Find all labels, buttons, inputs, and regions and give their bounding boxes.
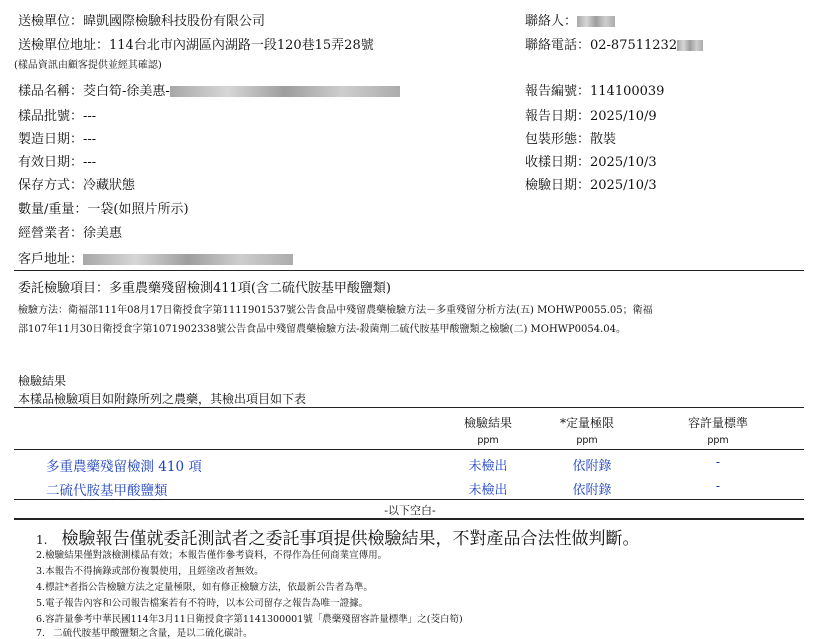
redacted-contact-name xyxy=(577,16,615,27)
note-1-text: 檢驗報告僅就委託測試者之委託事項提供檢驗結果，不對產品合法性做判斷。 xyxy=(61,529,640,549)
storage-method: 保存方式：冷藏狀態 xyxy=(18,178,136,193)
test-items: 委託檢驗項目：多重農藥殘留檢測411項(含二硫代胺基甲酸鹽類) xyxy=(18,281,391,296)
redacted-sample-detail xyxy=(170,86,400,97)
report-number: 報告編號：114100039 xyxy=(525,84,665,99)
redacted-phone-ext xyxy=(677,40,703,51)
contact-person xyxy=(525,10,615,29)
results-subtitle: 本樣品檢驗項目如附錄所列之農藥，其檢出項目如下表 xyxy=(18,392,307,406)
redacted-customer-address xyxy=(83,254,293,265)
sample-name xyxy=(18,80,400,99)
sender-unit: 送檢單位：暐凱國際檢驗科技股份有限公司 xyxy=(18,14,266,29)
received-date: 收樣日期：2025/10/3 xyxy=(525,155,657,170)
customer-address xyxy=(18,248,293,267)
result-row-1-name: 多重農藥殘留檢測 410 項 xyxy=(46,459,202,475)
sender-address: 送檢單位地址：114台北市內湖區內湖路一段120巷15弄28號 xyxy=(18,38,374,53)
note-7-text: 二硫代胺基甲酸鹽類之含量，是以二硫化碳計。 xyxy=(53,628,253,639)
col-unit-result: ppm xyxy=(477,435,499,446)
result-row-2-result: 未檢出 xyxy=(468,483,508,498)
results-title: 檢驗結果 xyxy=(18,374,67,388)
result-row-1-mrl: - xyxy=(715,455,721,470)
contact-phone xyxy=(525,34,703,53)
sample-name-text: 樣品名稱：茭白筍-徐美惠- xyxy=(18,84,170,99)
note-5: 5.電子報告內容和公司報告檔案若有不符時，以本公司留存之報告為唯一證據。 xyxy=(36,598,369,609)
manufacture-date: 製造日期：--- xyxy=(18,132,97,147)
sample-info-note: (樣品資訊由顧客提供並經其確認) xyxy=(14,60,162,71)
note-1 xyxy=(36,524,639,549)
table-bottom-rule xyxy=(14,499,804,500)
phone-label: 聯絡電話：02-87511232 xyxy=(525,38,678,53)
table-top-rule xyxy=(14,407,804,408)
test-method-line1: 檢驗方法：衛福部111年08月17日衛授食字第1111901537號公告食品中殘留農藥檢驗方法－多重殘留分析方法(五) MOHWP0055.05；衛福 xyxy=(18,305,653,316)
col-unit-loq: ppm xyxy=(576,435,598,446)
notes-top-rule xyxy=(14,518,804,520)
result-row-1-result: 未檢出 xyxy=(468,459,508,474)
sample-quantity: 數量/重量：一袋(如照片所示) xyxy=(18,202,189,217)
col-header-result: 檢驗結果 xyxy=(463,416,512,430)
result-row-1-loq: 依附錄 xyxy=(572,459,612,474)
note-1-number: 1. xyxy=(36,533,48,547)
operator-name: 經營業者：徐美惠 xyxy=(18,226,123,241)
sample-batch: 樣品批號：--- xyxy=(18,109,97,124)
result-row-2-name: 二硫代胺基甲酸鹽類 xyxy=(46,483,168,499)
end-of-table-mark: -以下空白- xyxy=(384,504,436,517)
report-date: 報告日期：2025/10/9 xyxy=(525,109,657,124)
contact-label: 聯絡人： xyxy=(525,14,578,29)
note-7-number: 7. xyxy=(36,628,46,639)
packaging-type: 包裝形態：散裝 xyxy=(525,132,617,147)
expiry-date: 有效日期：--- xyxy=(18,155,97,170)
divider-top xyxy=(14,270,804,271)
result-row-2-loq: 依附錄 xyxy=(572,483,612,498)
note-2: 2.檢驗結果僅對該檢測樣品有效；本報告僅作參考資料，不得作為任何商業宣傳用。 xyxy=(36,550,388,561)
customer-address-label: 客戶地址： xyxy=(18,252,84,267)
note-7 xyxy=(36,625,253,639)
col-header-mrl: 容許量標準 xyxy=(687,416,748,430)
test-method-line2: 部107年11月30日衛授食字第1071902338號公告食品中殘留農藥檢驗方法-殺菌劑二硫代胺基甲酸鹽類之檢驗(二) MOHWP0054.04。 xyxy=(18,324,627,335)
result-row-2-mrl: - xyxy=(715,479,721,494)
col-header-loq: *定量極限 xyxy=(559,416,614,430)
note-4: 4.標註*者指公告檢驗方法之定量極限，如有修正檢驗方法，依最新公告者為準。 xyxy=(36,582,373,593)
note-3: 3.本報告不得摘錄或部份複製使用，且經塗改者無效。 xyxy=(36,566,264,577)
note-6: 6.容許量參考中華民國114年3月11日衛授食字第1141300001號「農藥殘留容許量標準」之(茭白筍) xyxy=(36,614,463,625)
table-header-rule xyxy=(14,449,804,450)
col-unit-mrl: ppm xyxy=(707,435,729,446)
test-date: 檢驗日期：2025/10/3 xyxy=(525,178,657,193)
